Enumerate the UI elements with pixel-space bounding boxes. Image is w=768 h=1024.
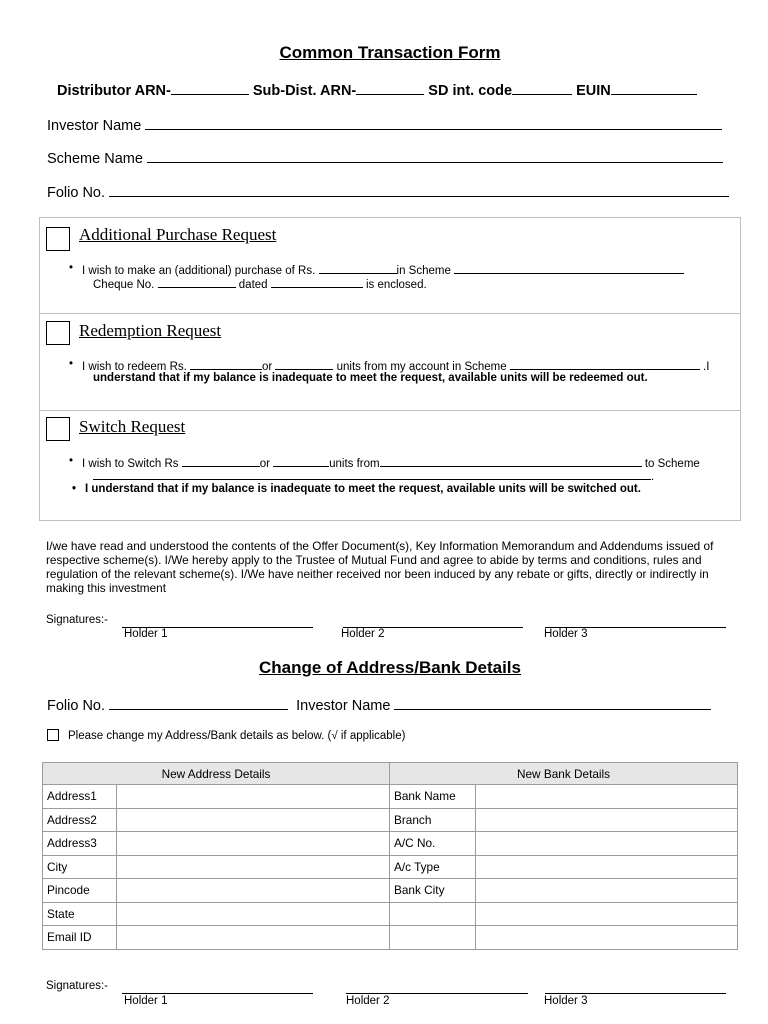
redeem-amount-field[interactable]: [190, 358, 262, 370]
ac-type-input[interactable]: [476, 855, 738, 879]
table-row: [43, 902, 738, 926]
declaration-text: I/we have read and understood the contents of the Offer Document(s), Key Information Memorandum and Addendums issued of respective scheme(s). I/We hereby apply to the Trustee of Mutual Fund and agree to abide by terms and conditions, rules and regulation of the relevant scheme(s). I/We have neither received nor been induced by any rebate or gifts, directly or indirectly in making this investment: [46, 539, 714, 595]
address-row-label: State: [43, 902, 117, 926]
address-row-label: City: [43, 855, 117, 879]
table-row: [43, 879, 738, 903]
holder2-label: Holder 2: [341, 628, 385, 640]
holder1-label: Holder 1: [124, 628, 168, 640]
holder3-label: Holder 3: [544, 628, 588, 640]
change-investor-field[interactable]: [394, 695, 711, 710]
sub-dist-arn-label: Sub-Dist. ARN-: [252, 83, 357, 99]
bank-city-input[interactable]: [476, 879, 738, 903]
table-row: [43, 855, 738, 879]
purchase-title: Additional Purchase Request: [79, 225, 277, 244]
change-investor-label: Investor Name: [296, 698, 391, 714]
address3-input[interactable]: [117, 832, 390, 856]
purchase-line1: • I wish to make an (additional) purchase of Rs. in Scheme: [82, 262, 684, 277]
purchase-amount-field[interactable]: [319, 262, 397, 274]
switch-note: • I understand that if my balance is inadequate to meet the request, available units will be switched out.: [85, 483, 641, 495]
folio-row: [47, 182, 729, 201]
switch-title: Switch Request: [79, 417, 186, 436]
bank-row-label: [390, 902, 476, 926]
change-details-table: [42, 762, 738, 950]
sd-code-field[interactable]: [512, 80, 572, 95]
address-row-label: Email ID: [43, 926, 117, 950]
euin-field[interactable]: [611, 80, 697, 95]
sub-dist-arn-field[interactable]: [356, 80, 424, 95]
address-row-label: Address1: [43, 785, 117, 809]
switch-amount-field[interactable]: [182, 455, 260, 467]
address-header: New Address Details: [43, 763, 390, 785]
scheme-name-field[interactable]: [147, 148, 723, 163]
bank-row-label: Branch: [390, 808, 476, 832]
signature-line-holder3[interactable]: [545, 993, 726, 994]
switch-units-field[interactable]: [273, 455, 329, 467]
table-row: [43, 832, 738, 856]
switch-line1: • I wish to Switch Rs or units from to Scheme: [82, 455, 700, 470]
distributor-arn-label: Distributor ARN-: [57, 83, 171, 99]
sd-code-label: SD int. code: [428, 83, 513, 99]
table-row: [43, 785, 738, 809]
redeem-scheme-field[interactable]: [510, 358, 700, 370]
address-row-label: Pincode: [43, 879, 117, 903]
bank-row-label: Bank Name: [390, 785, 476, 809]
branch-input[interactable]: [476, 808, 738, 832]
cheque-date-field[interactable]: [271, 276, 363, 288]
redemption-title: Redemption Request: [79, 321, 222, 340]
investor-name-row: [47, 115, 722, 134]
bank-empty-input[interactable]: [476, 926, 738, 950]
switch-to-scheme-field[interactable]: [93, 468, 651, 480]
state-input[interactable]: [117, 902, 390, 926]
bank-name-input[interactable]: [476, 785, 738, 809]
redemption-checkbox[interactable]: [46, 321, 70, 345]
purchase-line2: Cheque No. dated is enclosed.: [93, 276, 427, 291]
table-row: [43, 926, 738, 950]
bank-empty-input[interactable]: [476, 902, 738, 926]
purchase-scheme-field[interactable]: [454, 262, 684, 274]
change-folio-row: [47, 695, 711, 714]
address2-input[interactable]: [117, 808, 390, 832]
investor-name-field[interactable]: [145, 115, 722, 130]
address1-input[interactable]: [117, 785, 390, 809]
redemption-note: understand that if my balance is inadequate to meet the request, available units will be redeemed out.: [93, 372, 648, 384]
holder2-label: Holder 2: [346, 995, 390, 1007]
investor-name-label: Investor Name: [47, 118, 142, 134]
change-folio-label: Folio No.: [47, 698, 106, 714]
address-row-label: Address2: [43, 808, 117, 832]
arn-row: [57, 80, 697, 99]
change-folio-field[interactable]: [109, 695, 288, 710]
purchase-checkbox[interactable]: [46, 227, 70, 251]
bank-row-label: [390, 926, 476, 950]
switch-line2: .: [93, 468, 654, 483]
scheme-name-label: Scheme Name: [47, 151, 143, 167]
signature-line-holder1[interactable]: [122, 993, 313, 994]
distributor-arn-field[interactable]: [171, 80, 249, 95]
redemption-line1: • I wish to redeem Rs. or units from my account in Scheme .I: [82, 358, 709, 373]
euin-label: EUIN: [576, 83, 611, 99]
signatures-label: Signatures:-: [46, 980, 109, 992]
city-input[interactable]: [117, 855, 390, 879]
bank-row-label: A/c Type: [390, 855, 476, 879]
folio-label: Folio No.: [47, 185, 106, 201]
bank-row-label: Bank City: [390, 879, 476, 903]
bank-header: New Bank Details: [390, 763, 738, 785]
bank-row-label: A/C No.: [390, 832, 476, 856]
holder3-label: Holder 3: [544, 995, 588, 1007]
holder1-label: Holder 1: [124, 995, 168, 1007]
change-request-text: Please change my Address/Bank details as below. (√ if applicable): [68, 730, 406, 742]
table-row: [43, 808, 738, 832]
ac-no-input[interactable]: [476, 832, 738, 856]
form-title: Common Transaction Form: [279, 43, 501, 62]
change-request-checkbox[interactable]: [47, 729, 59, 741]
signature-line-holder2[interactable]: [346, 993, 528, 994]
scheme-name-row: [47, 148, 723, 167]
pincode-input[interactable]: [117, 879, 390, 903]
redeem-units-field[interactable]: [275, 358, 333, 370]
signatures-label: Signatures:-: [46, 614, 109, 626]
cheque-no-field[interactable]: [158, 276, 236, 288]
switch-checkbox[interactable]: [46, 417, 70, 441]
change-title: Change of Address/Bank Details: [259, 658, 521, 677]
switch-from-scheme-field[interactable]: [380, 455, 642, 467]
folio-field[interactable]: [109, 182, 729, 197]
address-row-label: Address3: [43, 832, 117, 856]
email-input[interactable]: [117, 926, 390, 950]
